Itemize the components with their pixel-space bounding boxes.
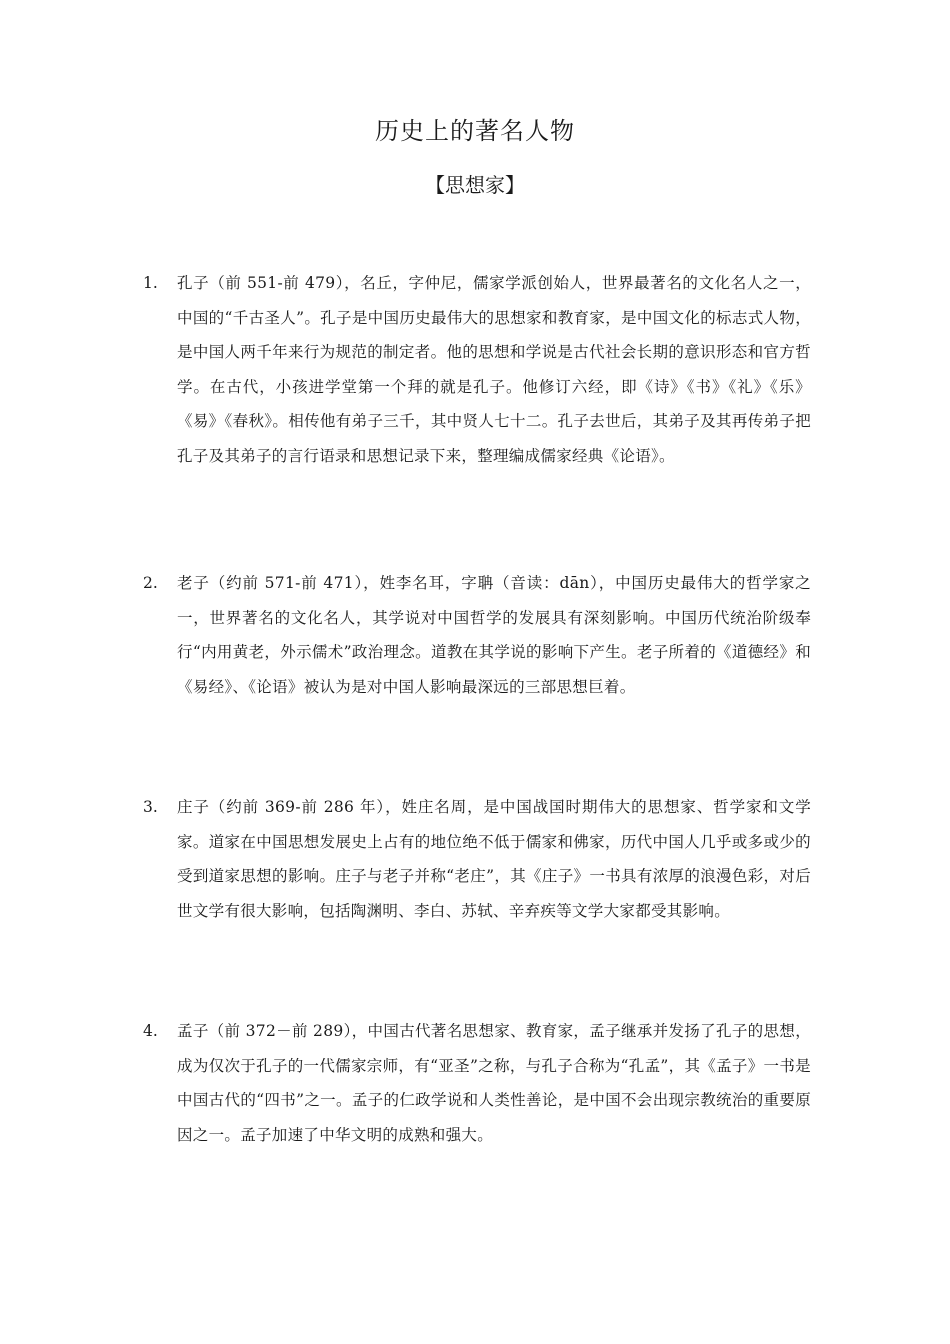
list-item-number: 3. [143, 798, 158, 816]
list-item-text: 孟子（前 372－前 289），中国古代著名思想家、教育家，孟子继承并发扬了孔子的思想，成为仅次于孔子的一代儒家宗师，有“亚圣”之称，与孔子合称为“孔孟”，其《孟子》一书是中国古代的“四书”之一。孟子的仁政学说和人类性善论，是中国不会出现宗教统治的重要原因之一。孟子加速了中华文明的成熟和强大。 [177, 1022, 811, 1144]
document-title: 历史上的著名人物 [375, 117, 575, 145]
list-item-number: 1. [143, 274, 158, 292]
list-item-text: 孔子（前 551-前 479），名丘，字仲尼，儒家学派创始人，世界最著名的文化名人之一，中国的“千古圣人”。孔子是中国历史最伟大的思想家和教育家，是中国文化的标志式人物，是中国人两千年来行为规范的制定者。他的思想和学说是古代社会长期的意识形态和官方哲学。在古代，小孩进学堂第一个拜的就是孔子。他修订六经，即《诗》《书》《礼》《乐》《易》《春秋》。相传他有弟子三千，其中贤人七十二。孔子去世后，其弟子及其再传弟子把孔子及其弟子的言行语录和思想记录下来，整理编成儒家经典《论语》。 [177, 274, 811, 465]
list-item-text: 庄子（约前 369-前 286 年），姓庄名周，是中国战国时期伟大的思想家、哲学家和文学家。道家在中国思想发展史上占有的地位绝不低于儒家和佛家，历代中国人几乎或多或少的受到道家思想的影响。庄子与老子并称“老庄”，其《庄子》一书具有浓厚的浪漫色彩，对后世文学有很大影响，包括陶渊明、李白、苏轼、辛弃疾等文学大家都受其影响。 [177, 798, 811, 920]
section-heading: 【思想家】 [425, 173, 525, 197]
list-item-number: 4. [143, 1022, 158, 1040]
list-item-text: 老子（约前 571-前 471），姓李名耳，字聃（音读：dān），中国历史最伟大的哲学家之一，世界著名的文化名人，其学说对中国哲学的发展具有深刻影响。中国历代统治阶级奉行“内用黄老，外示儒术”政治理念。道教在其学说的影响下产生。老子所着的《道德经》和《易经》、《论语》被认为是对中国人影响最深远的三部思想巨着。 [177, 574, 811, 696]
list-item-number: 2. [143, 574, 158, 592]
